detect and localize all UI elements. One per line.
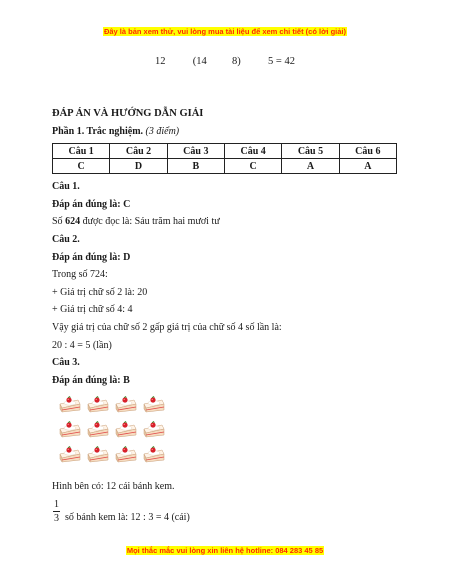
preview-banner	[0, 27, 450, 36]
q3-answer: Đáp án đúng là: B	[52, 375, 130, 386]
cake-icon	[114, 445, 138, 463]
answer-table-header-row	[53, 144, 397, 159]
table-header: Câu 4	[224, 144, 281, 159]
cake-icon	[58, 420, 82, 438]
q2-line: Trong số 724:	[52, 269, 108, 280]
fraction-one-third	[53, 499, 60, 524]
cake-icon	[86, 395, 110, 413]
cake-row	[58, 445, 168, 463]
q1-text-pre: Số	[52, 216, 66, 227]
cake-icon	[142, 445, 166, 463]
hotline-banner	[0, 546, 450, 555]
part1-title: Phần 1. Trắc nghiệm.	[52, 126, 144, 137]
q2-line: + Giá trị chữ số 4: 4	[52, 304, 133, 315]
part1-heading	[52, 126, 179, 137]
q3-caption: Hình bên có: 12 cái bánh kem.	[52, 481, 175, 492]
equation-d: 5 = 42	[268, 56, 295, 67]
cake-icon	[86, 420, 110, 438]
equation-b: (14	[192, 56, 207, 67]
cake-icon	[86, 445, 110, 463]
cake-row	[58, 395, 168, 413]
part1-points: (3 điểm)	[145, 126, 180, 137]
cake-icon	[114, 395, 138, 413]
q2-label: Câu 2.	[52, 234, 80, 245]
cake-row	[58, 420, 168, 438]
table-answer: A	[339, 159, 396, 174]
cake-icon	[58, 395, 82, 413]
fraction-numerator: 1	[54, 499, 59, 510]
table-answer: C	[224, 159, 281, 174]
q2-line: 20 : 4 = 5 (lần)	[52, 340, 112, 351]
hotline-banner-text: Mọi thắc mắc vui lòng xin liên hệ hotline: 084 283 45 85	[126, 546, 324, 555]
table-header: Câu 5	[282, 144, 339, 159]
fraction-bar	[53, 511, 60, 512]
cake-grid	[58, 395, 168, 470]
equation-a: 12	[155, 56, 166, 67]
table-answer: D	[110, 159, 167, 174]
cake-icon	[114, 420, 138, 438]
fraction-denominator: 3	[54, 513, 59, 524]
answer-table	[52, 143, 397, 174]
section-title: ĐÁP ÁN VÀ HƯỚNG DẪN GIẢI	[52, 108, 204, 119]
equation-line	[0, 56, 450, 67]
table-answer: B	[167, 159, 224, 174]
table-header: Câu 1	[53, 144, 110, 159]
cake-icon	[142, 395, 166, 413]
q3-label: Câu 3.	[52, 357, 80, 368]
cake-icon	[58, 445, 82, 463]
q1-answer: Đáp án đúng là: C	[52, 199, 131, 210]
q1-text-post: được đọc là: Sáu trăm hai mươi tư	[80, 216, 220, 227]
answer-table-answer-row	[53, 159, 397, 174]
table-answer: A	[282, 159, 339, 174]
q2-line: + Giá trị chữ số 2 là: 20	[52, 287, 148, 298]
cake-icon	[142, 420, 166, 438]
q1-explanation	[52, 216, 220, 227]
table-header: Câu 3	[167, 144, 224, 159]
q1-number: 624	[65, 216, 81, 227]
table-answer: C	[53, 159, 110, 174]
preview-banner-text: Đây là bản xem thử, vui lòng mua tài liệu để xem chi tiết (có lời giải)	[103, 27, 347, 36]
q2-line: Vậy giá trị của chữ số 2 gấp giá trị của chữ số 4 số lần là:	[52, 322, 282, 333]
q1-label: Câu 1.	[52, 181, 80, 192]
table-header: Câu 6	[339, 144, 396, 159]
q2-answer: Đáp án đúng là: D	[52, 252, 131, 263]
q3-fraction-text: số bánh kem là: 12 : 3 = 4 (cái)	[65, 512, 190, 523]
table-header: Câu 2	[110, 144, 167, 159]
equation-c: 8)	[232, 56, 241, 67]
